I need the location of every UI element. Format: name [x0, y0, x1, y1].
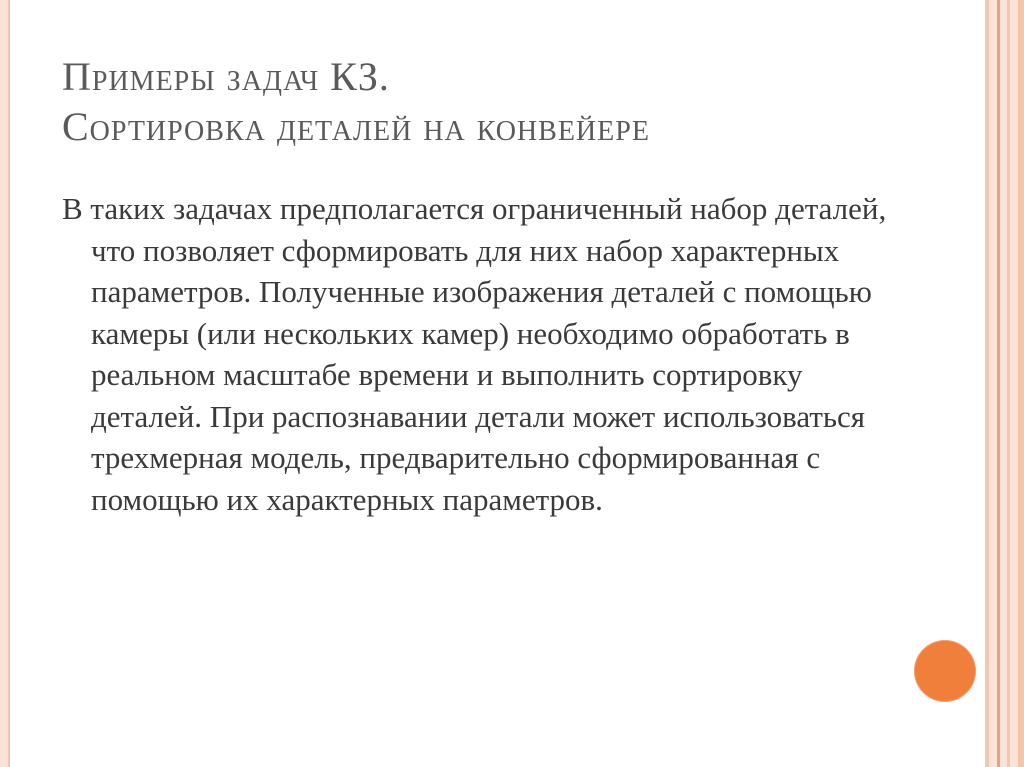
right-stripe-7 [1018, 0, 1024, 767]
title-line-2: Сортировка деталей на конвейере [62, 104, 650, 149]
orange-circle-icon [914, 640, 976, 702]
right-stripe-2 [989, 0, 997, 767]
left-border-line [8, 0, 10, 767]
title-line-1: Примеры задач КЗ. [62, 54, 390, 99]
right-stripe-6 [1010, 0, 1018, 767]
slide-title [62, 52, 962, 152]
body-paragraph: В таких задачах предполагается ограниченный набор деталей, что позволяет сформировать для них набор характерных параметров. Полученные изображения деталей с помощью камеры (или нескольких камер) необходимо обработать в реальном масштабе времени и выполнить сортировку деталей. При распознавании детали может использоваться трехмерная модель, предварительно сформированная с помощью их характерных параметров. [62, 191, 887, 517]
left-border-band [0, 0, 8, 767]
right-stripe-4 [1000, 0, 1007, 767]
